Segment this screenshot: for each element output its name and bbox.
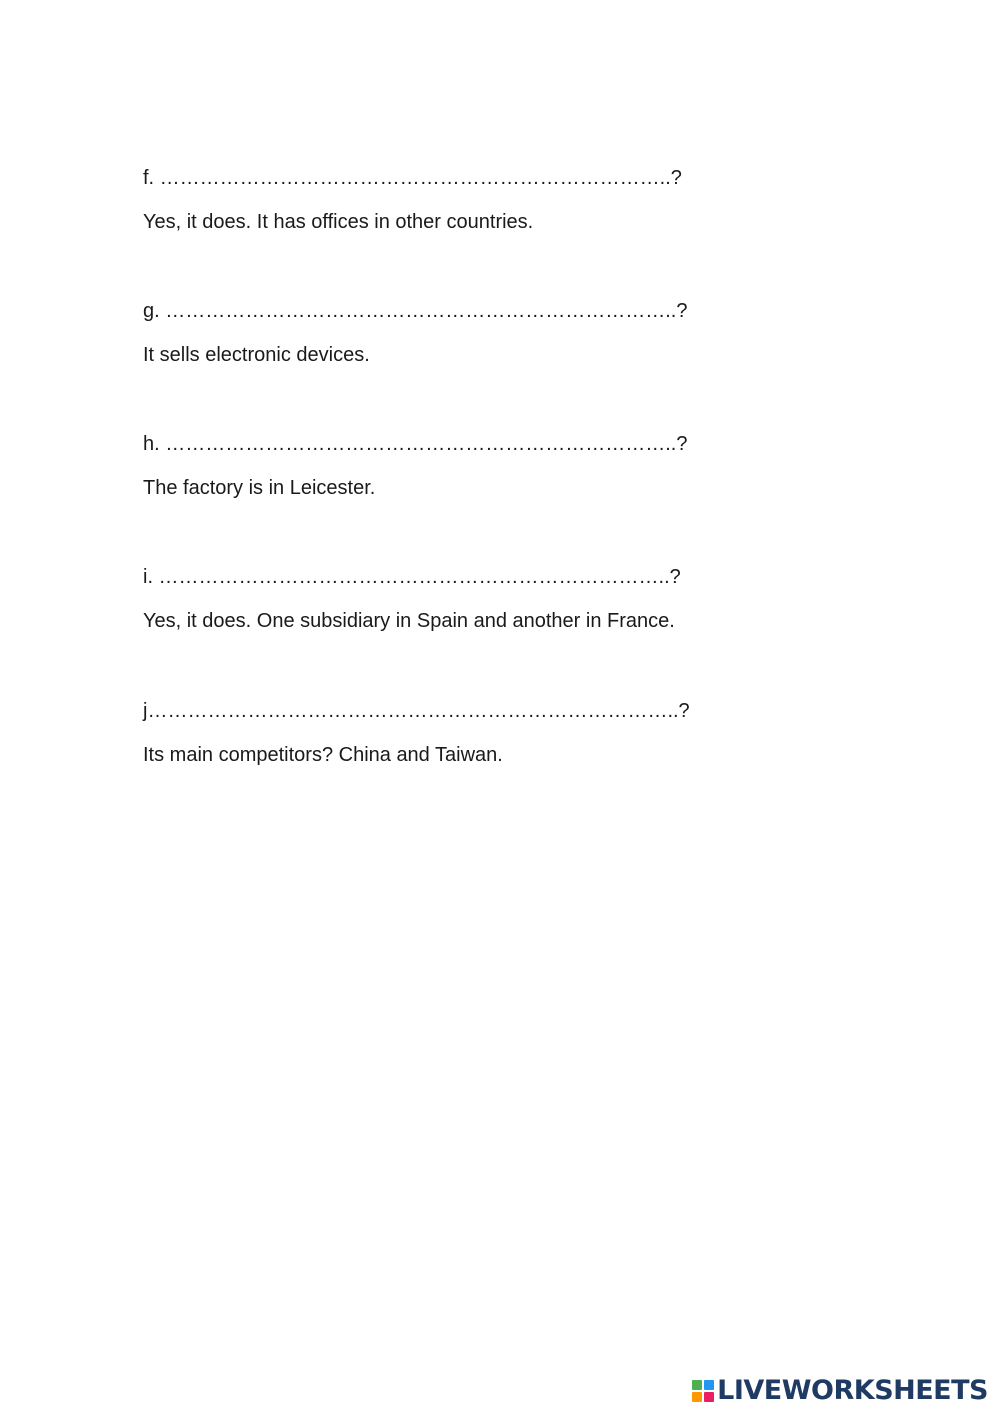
answer-text-f: Yes, it does. It has offices in other countries. [143, 211, 534, 233]
question-prompt-j[interactable]: j……………………………………………………………………..? [143, 700, 690, 722]
question-prompt-f[interactable]: f. …………………………………………………………………..? [143, 167, 682, 189]
answer-text-j: Its main competitors? China and Taiwan. [143, 744, 503, 766]
brand-wordmark: LIVEWORKSHEETS [717, 1375, 988, 1406]
liveworksheets-brand [692, 1376, 988, 1406]
question-item-j [143, 699, 943, 767]
answer-text-i: Yes, it does. One subsidiary in Spain and another in France. [143, 610, 675, 632]
question-prompt-h[interactable]: h. …………………………………………………………………..? [143, 433, 688, 455]
question-item-h [143, 432, 943, 500]
logo-square-3 [692, 1392, 702, 1402]
answer-text-h: The factory is in Leicester. [143, 477, 376, 499]
logo-square-2 [704, 1380, 714, 1390]
liveworksheets-logo-icon [692, 1380, 714, 1402]
question-prompt-g[interactable]: g. …………………………………………………………………..? [143, 300, 688, 322]
logo-square-1 [692, 1380, 702, 1390]
question-item-f [143, 166, 943, 234]
question-item-i [143, 565, 943, 633]
answer-text-g: It sells electronic devices. [143, 344, 370, 366]
logo-square-4 [704, 1392, 714, 1402]
question-prompt-i[interactable]: i. …………………………………………………………………..? [143, 566, 681, 588]
question-item-g [143, 299, 943, 367]
